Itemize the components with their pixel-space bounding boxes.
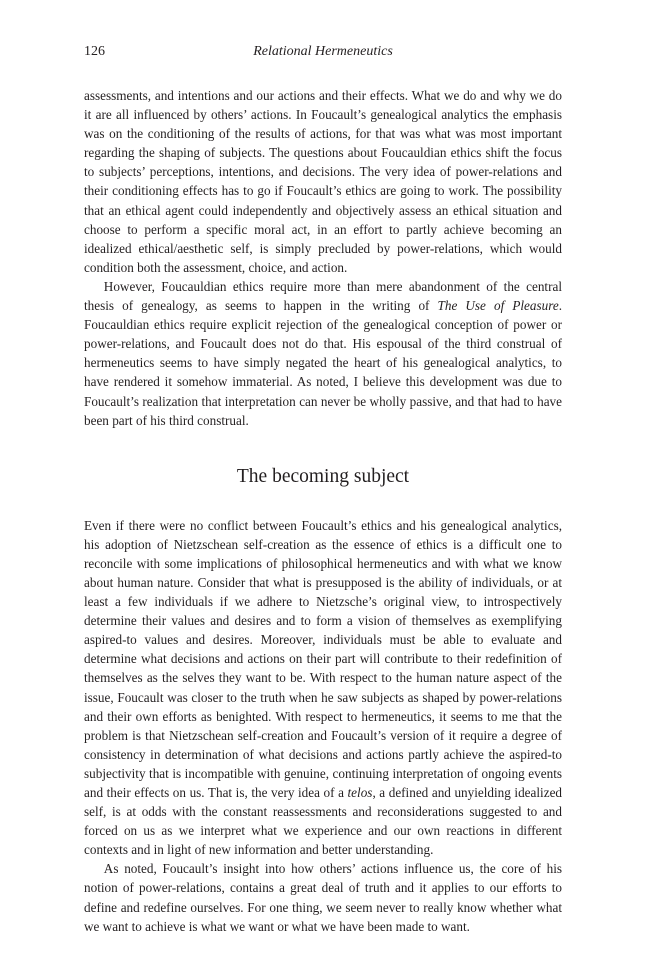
- section-heading: The becoming subject: [236, 465, 410, 487]
- paragraph-use-of-pleasure: [84, 277, 562, 430]
- paragraph-continued: assessments, and intentions and our actions and their effects. What we do and why we do it are all influenced by others’ actions. In Foucault’s genealogical analytics the emphasis was on the conditioning of the results of actions, for that was what was most important regarding the shaping of subjects. The questions about Foucauldian ethics shift the focus to subjects’ perceptions, intentions, and decisions. The very idea of power-relations and their conditioning effects has to go if Foucault’s ethics are going to work. The possibility that an ethical agent could independently and objectively assess an ethical situation and choose to perform a specific moral act, in an effort to partly achieve becoming an idealized ethical/aesthetic self, is simply precluded by power-relations, which would condition both the assessment, choice, and action.: [84, 88, 562, 275]
- page-number: 126: [84, 44, 105, 59]
- paragraph-power-relations: As noted, Foucault’s insight into how others’ actions influence us, the core of his notion of power-relations, contains a great deal of truth and it applies to our efforts to define and redefine ourselves. For one thing, we seem never to really know whether what we want to achieve is what we want or what we have been made to want.: [84, 861, 562, 934]
- paragraph-text: , a defined and unyielding idealized self, is at odds with the constant reassessments and reconsiderations suggested to and forced on us as we interpret what we experience and our own reactions in different contexts and in light of new information and better understanding.: [84, 785, 563, 858]
- book-title-italic: The Use of Pleasure: [437, 298, 559, 314]
- telos-italic: telos: [347, 785, 373, 800]
- running-title: Relational Hermeneutics: [253, 44, 393, 59]
- paragraph-text: However, Foucauldian ethics require more than mere abandonment of the central thesis of genealogy, as seems to happen in the writing of: [84, 278, 562, 314]
- running-header: [84, 44, 562, 64]
- paragraph-becoming-subject: [84, 516, 562, 860]
- paragraph-text: Even if there were no conflict between Foucault’s ethics and his genealogical analytics, his adoption of Nietzschean self-creation as the essence of ethics is a difficult one to reconcile with some implications of philosophical hermeneutics and with what we know about human nature. Consider that what is presupposed is the ability of individuals, or at least a few individuals if we adhere to Nietzsche’s original view, to introspectively determine their values and desires and to form a vision of themselves as exemplifying aspired-to values and desires. Moreover, individuals must be able to evaluate and determine what decisions and actions on their part will contribute to their redefinition of themselves as the selves they want to be. With respect to the human nature aspect of the issue, Foucault was closer to the truth when he saw subjects as shaped by power-relations and their own efforts as benighted. With respect to hermeneutics, it seems to me that the problem is that Nietzschean self-creation and Foucault’s version of it require a degree of consistency in determination of what decisions and actions partly achieve the aspired-to subjectivity that is incompatible with genuine, continuing interpretation of ongoing events and their effects on us. That is, the very idea of a: [84, 517, 562, 800]
- body-text: [84, 86, 562, 936]
- paragraph-text: . Foucauldian ethics require explicit rejection of the genealogical conception of power or power-relations, and Foucault does not do that. His espousal of the third construal of hermeneutics seems to have simply negated the heart of his genealogical analytics, to have rendered it somehow immaterial. As noted, I believe this development was due to Foucault’s realization that interpretation can never be wholly passive, and that had to have been part of his third construal.: [84, 298, 562, 428]
